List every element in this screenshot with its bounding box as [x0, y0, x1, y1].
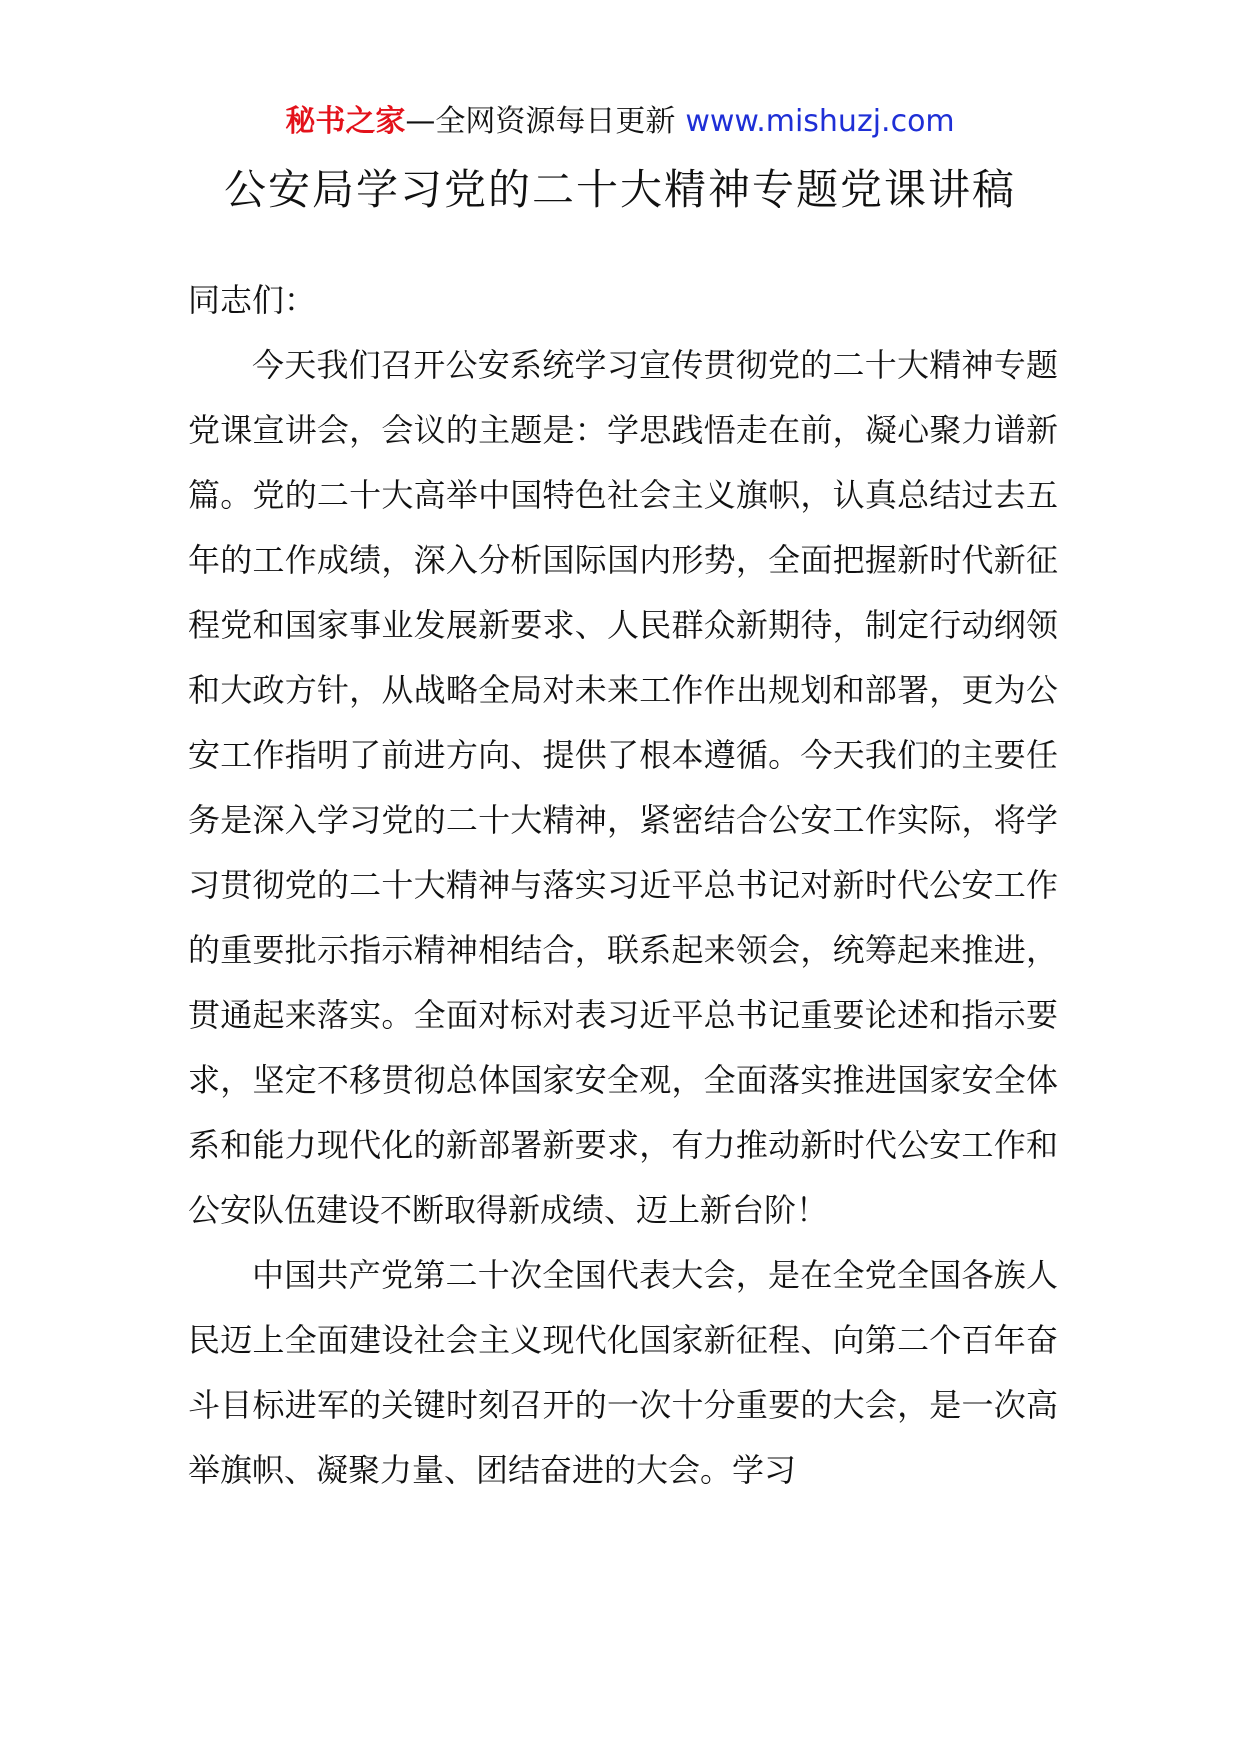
site-tagline: —全网资源每日更新: [405, 104, 676, 139]
paragraph-2: 中国共产党第二十次全国代表大会，是在全党全国各族人民迈上全面建设社会主义现代化国家新征程、向第二个百年奋斗目标进军的关键时刻召开的一次十分重要的大会，是一次高举旗帜、凝聚力量、团结奋进的大会。学习: [188, 1256, 1058, 1489]
document-title: 公安局学习党的二十大精神专题党课讲稿: [223, 165, 1016, 214]
document-body: [188, 268, 1058, 1503]
site-url-link[interactable]: www.mishuzj.com: [685, 104, 955, 139]
paragraph-1: 今天我们召开公安系统学习宣传贯彻党的二十大精神专题党课宣讲会，会议的主题是：学思践悟走在前，凝心聚力谱新篇。党的二十大高举中国特色社会主义旗帜，认真总结过去五年的工作成绩，深入分析国际国内形势，全面把握新时代新征程党和国家事业发展新要求、人民群众新期待，制定行动纲领和大政方针，从战略全局对未来工作作出规划和部署，更为公安工作指明了前进方向、提供了根本遵循。今天我们的主要任务是深入学习党的二十大精神，紧密结合公安工作实际，将学习贯彻党的二十大精神与落实习近平总书记对新时代公安工作的重要批示指示精神相结合，联系起来领会，统筹起来推进，贯通起来落实。全面对标对表习近平总书记重要论述和指示要求，坚定不移贯彻总体国家安全观，全面落实推进国家安全体系和能力现代化的新部署新要求，有力推动新时代公安工作和公安队伍建设不断取得新成绩、迈上新台阶！: [188, 346, 1058, 1229]
site-header: [0, 100, 1240, 144]
site-name: 秘书之家: [285, 104, 406, 139]
salutation: 同志们：: [188, 281, 317, 319]
